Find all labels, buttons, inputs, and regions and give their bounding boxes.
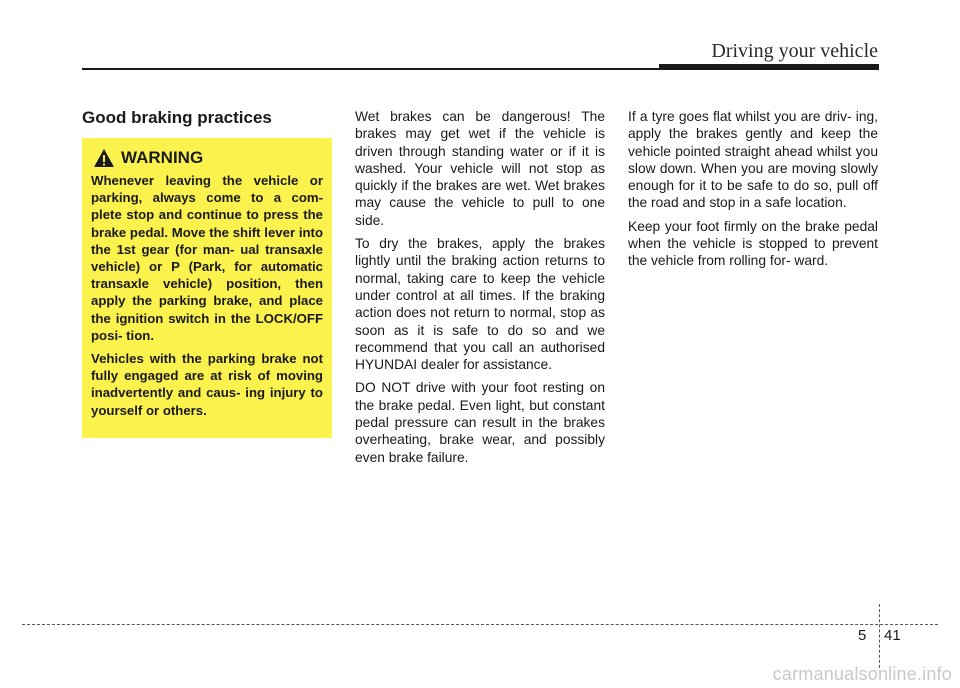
- running-header: Driving your vehicle: [711, 40, 878, 62]
- section-title: Good braking practices: [82, 108, 272, 127]
- header-rule: [82, 68, 879, 70]
- warning-paragraph: Whenever leaving the vehicle or parking, always come to a com- plete stop and continue to press the brake pedal. Move the shift lever into the 1st gear (for man- ual transaxle vehicle) or P (Park, for automatic transaxle vehicle) position, then apply the parking brake, and place the ignition switch in the LOCK/OFF posi- tion.: [91, 173, 323, 343]
- body-paragraph: Keep your foot firmly on the brake pedal when the vehicle is stopped to prevent the vehicle from rolling for- ward.: [628, 218, 878, 269]
- warning-heading: [91, 148, 323, 168]
- body-paragraph: If a tyre goes flat whilst you are driv- ing, apply the brakes gently and keep the vehicle pointed straight ahead whilst you slow down. When you are moving slowly enough for it to be safe to do so, pull off the road and stop in a safe location.: [628, 109, 878, 211]
- warning-paragraph: Vehicles with the parking brake not fully engaged are at risk of moving inadvertently and caus- ing injury to yourself or others.: [91, 351, 323, 418]
- watermark: carmanualsonline.info: [772, 664, 952, 684]
- footer-rule: [22, 624, 938, 625]
- warning-triangle-icon: [93, 148, 115, 168]
- body-paragraph: Wet brakes can be dangerous! The brakes may get wet if the vehicle is driven through standing water or if it is washed. Your vehicle will not stop as quickly if the brakes are wet. Wet brakes may cause the vehicle to pull to one side.: [355, 109, 605, 228]
- body-column-right: [628, 108, 878, 276]
- footer-divider: [879, 604, 880, 668]
- warning-box: [82, 138, 332, 438]
- body-column-middle: [355, 108, 605, 472]
- body-paragraph: To dry the brakes, apply the brakes lightly until the braking action returns to normal, taking care to keep the vehicle under control at all times. If the braking action does not return to normal, stop as soon as it is safe to do so and we recommend that you call an authorised HYUNDAI dealer for assistance.: [355, 236, 605, 373]
- body-paragraph: DO NOT drive with your foot resting on the brake pedal. Even light, but constant pedal pressure can result in the brakes overheating, brake wear, and possibly even brake failure.: [355, 380, 605, 465]
- chapter-number: 5: [858, 627, 867, 644]
- page-number: 41: [884, 627, 901, 644]
- warning-title: WARNING: [121, 148, 204, 167]
